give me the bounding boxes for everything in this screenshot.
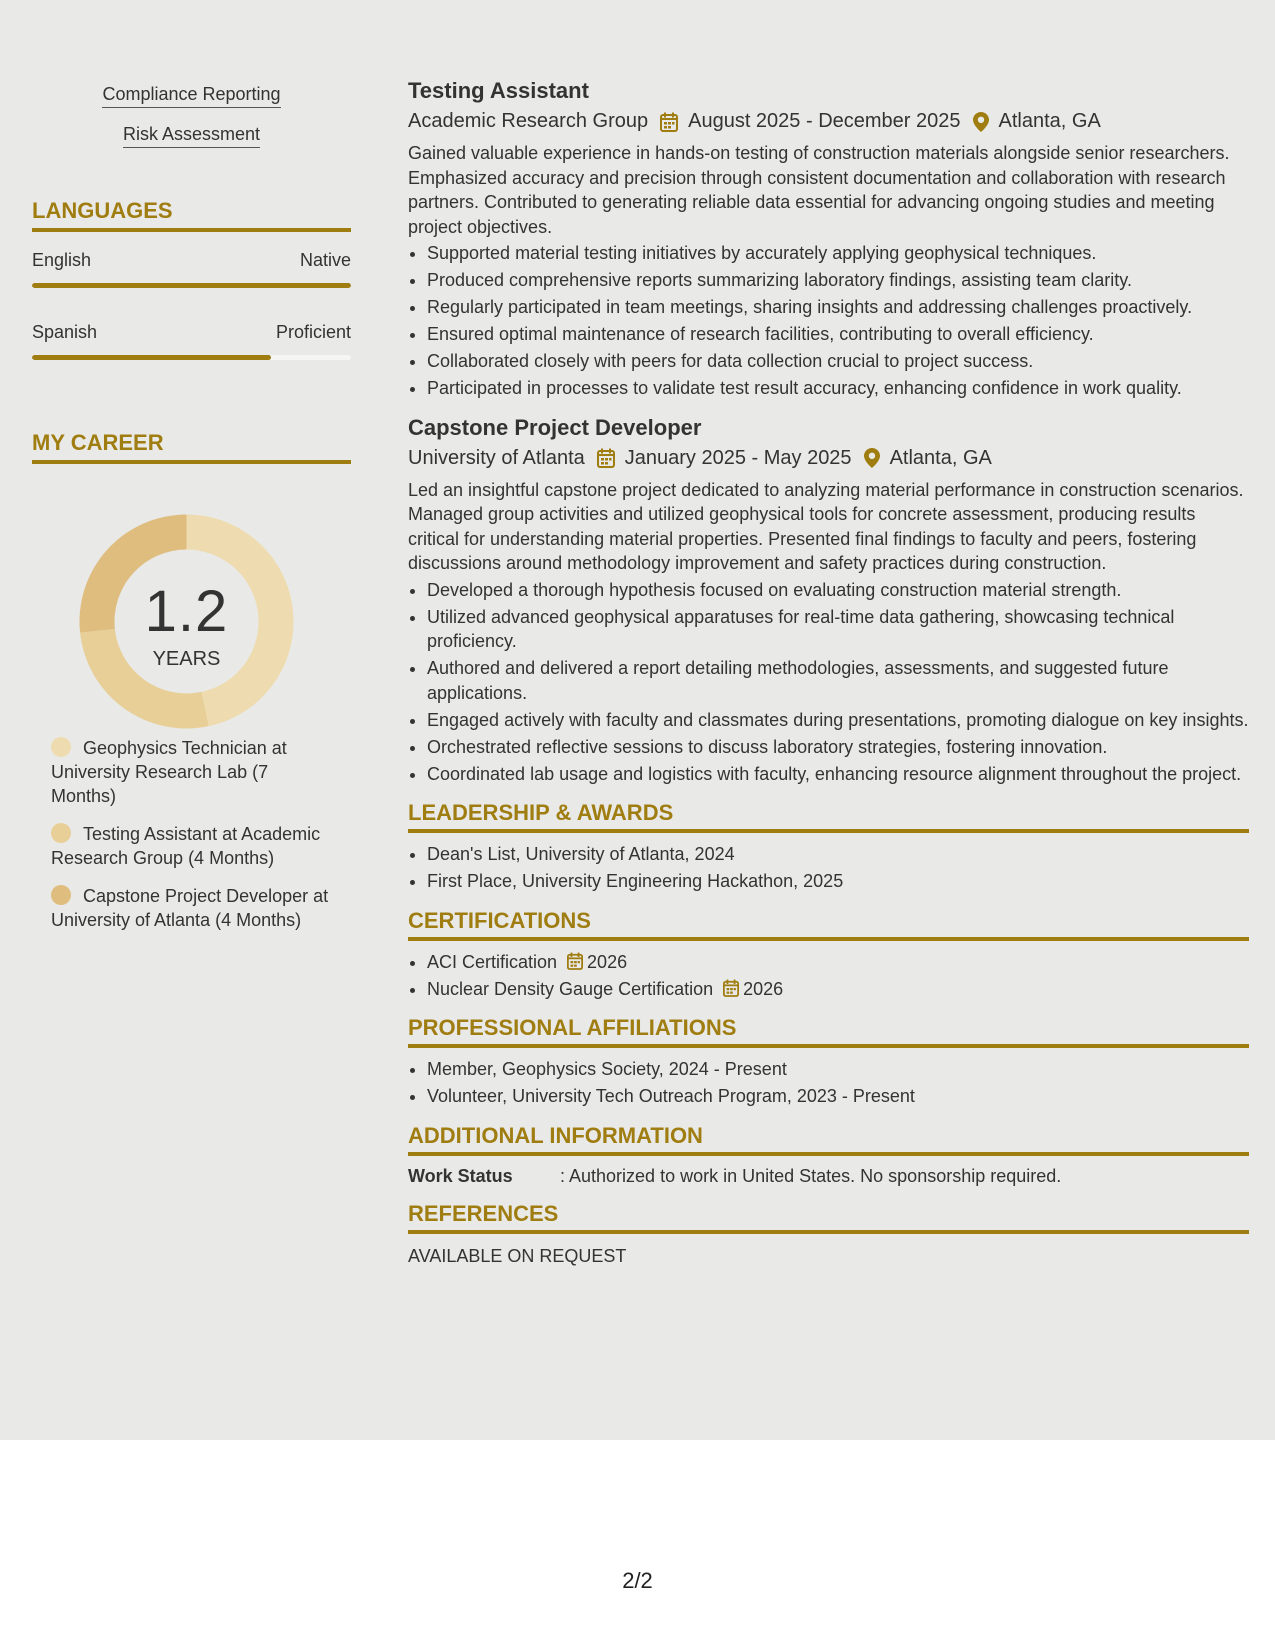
additional-value: : Authorized to work in United States. No sponsorship required. [560, 1165, 1062, 1186]
certifications-list [408, 950, 1249, 1002]
career-heading: MY CAREER [32, 430, 351, 464]
job-bullet: • Supported material testing initiatives by accurately applying geophysical techniques. [427, 241, 1249, 266]
legend-label: Geophysics Technician at University Research Lab (7 Months) [51, 738, 287, 806]
job-bullet: • Regularly participated in team meetings, sharing insights and addressing challenges proactively. [427, 295, 1249, 320]
job-bullet: • Collaborated closely with peers for data collection crucial to project success. [427, 349, 1249, 374]
language-bar [32, 283, 351, 288]
references-text: AVAILABLE ON REQUEST [408, 1245, 627, 1266]
language-name: Spanish [32, 322, 98, 342]
location-pin-icon [864, 448, 880, 468]
language-bar [32, 355, 351, 360]
additional-section [408, 1123, 1249, 1187]
legend-dot [51, 823, 71, 843]
skill-item: Risk Assessment [123, 124, 260, 148]
certification-name: ACI Certification [427, 951, 558, 972]
affiliation-item: • Member, Geophysics Society, 2024 - Present [427, 1057, 1249, 1082]
job-bullet: • Engaged actively with faculty and classmates during presentations, promoting dialogue on key insights. [427, 708, 1249, 733]
job-location: Atlanta, GA [889, 446, 992, 469]
additional-heading: ADDITIONAL INFORMATION [408, 1123, 1249, 1156]
certifications-heading: CERTIFICATIONS [408, 908, 1249, 941]
certification-year: 2026 [743, 978, 784, 999]
job-bullet: • Produced comprehensive reports summarizing laboratory findings, assisting team clarity. [427, 268, 1249, 293]
job-location: Atlanta, GA [998, 110, 1101, 132]
right-column [408, 78, 1249, 1267]
additional-key: Work Status [408, 1165, 513, 1186]
legend-dot [51, 737, 71, 757]
language-level: Proficient [275, 322, 351, 342]
career-donut-chart [32, 480, 351, 730]
job-description: Led an insightful capstone project dedicated to analyzing material performance in construction scenarios. Managed group activities and utilized geophysical tools for concrete assessment, producing results critical for understanding material properties. Presented final findings to faculty and peers, fostering discussions around methodology improvement and safety practices during construction. [408, 479, 1244, 573]
language-bar-fill [32, 283, 351, 288]
certifications-section [408, 908, 1249, 1002]
career-total: 1.2 [144, 579, 229, 644]
job-bullet: • Utilized advanced geophysical apparatuses for real-time data gathering, showcasing technical proficiency. [427, 605, 1249, 654]
job-meta [408, 447, 1249, 470]
legend-dot [51, 885, 71, 905]
awards-list [408, 842, 1249, 894]
affiliations-section [408, 1015, 1249, 1109]
language-item [32, 322, 351, 360]
certification-year: 2026 [587, 951, 628, 972]
job-org: University of Atlanta [408, 446, 585, 469]
references-section [408, 1201, 1249, 1267]
job-bullet: • Participated in processes to validate test result accuracy, enhancing confidence in work quality. [427, 376, 1249, 401]
additional-row [408, 1166, 1249, 1187]
job-bullets [408, 241, 1249, 401]
career-unit: YEARS [152, 648, 221, 670]
language-level: Native [299, 250, 351, 270]
calendar-icon [660, 112, 678, 132]
page-number: 2/2 [622, 1568, 653, 1593]
award-item: • Dean's List, University of Atlanta, 2024 [427, 842, 1249, 867]
legend-item [51, 736, 351, 808]
language-bar-fill [32, 355, 271, 360]
job-entry [408, 78, 1249, 401]
languages-heading: LANGUAGES [32, 198, 351, 232]
job-bullets [408, 578, 1249, 787]
legend-item [51, 822, 351, 870]
skills-list [32, 84, 351, 164]
certification-name: Nuclear Density Gauge Certification [427, 978, 714, 999]
references-heading: REFERENCES [408, 1201, 1249, 1234]
language-name: English [32, 250, 92, 270]
career-section [32, 430, 351, 932]
languages-section [32, 198, 351, 360]
job-dates: August 2025 - December 2025 [688, 110, 961, 132]
awards-heading: LEADERSHIP & AWARDS [408, 800, 1249, 833]
legend-label: Capstone Project Developer at University of Atlanta (4 Months) [51, 886, 329, 930]
legend-label: Testing Assistant at Academic Research Group (4 Months) [51, 824, 321, 868]
award-item: • First Place, University Engineering Hackathon, 2025 [427, 869, 1249, 894]
awards-section [408, 800, 1249, 894]
job-bullet: • Authored and delivered a report detailing methodologies, assessments, and suggested future applications. [427, 656, 1249, 705]
job-bullet: • Ensured optimal maintenance of research facilities, contributing to overall efficiency. [427, 322, 1249, 347]
affiliation-item: • Volunteer, University Tech Outreach Program, 2023 - Present [427, 1084, 1249, 1109]
job-title: Testing Assistant [408, 78, 589, 103]
skill-item: Compliance Reporting [102, 84, 280, 108]
job-description: Gained valuable experience in hands-on testing of construction materials alongside senior researchers. Emphasized accuracy and precision through consistent documentation and collaboration with research partners. Contributed to generating reliable data essential for advancing ongoing studies and meeting project objectives. [408, 143, 1230, 237]
affiliations-list [408, 1057, 1249, 1109]
job-entry [408, 415, 1249, 787]
location-pin-icon [973, 112, 989, 132]
calendar-icon [723, 979, 739, 997]
certification-item [427, 977, 1249, 1002]
legend-item [51, 884, 351, 932]
left-column [32, 84, 351, 946]
affiliations-heading: PROFESSIONAL AFFILIATIONS [408, 1015, 1249, 1048]
job-bullet: • Orchestrated reflective sessions to discuss laboratory strategies, fostering innovation. [427, 735, 1249, 760]
job-org: Academic Research Group [408, 110, 649, 132]
certification-item [427, 950, 1249, 975]
language-item [32, 250, 351, 288]
job-bullet: • Developed a thorough hypothesis focused on evaluating construction material strength. [427, 578, 1249, 603]
job-title: Capstone Project Developer [408, 414, 702, 440]
calendar-icon [567, 952, 583, 970]
career-legend [32, 736, 351, 932]
job-bullet: • Coordinated lab usage and logistics with faculty, enhancing resource alignment throughout the project. [427, 762, 1249, 787]
job-meta [408, 110, 1249, 133]
job-dates: January 2025 - May 2025 [624, 446, 852, 469]
calendar-icon [597, 448, 615, 468]
